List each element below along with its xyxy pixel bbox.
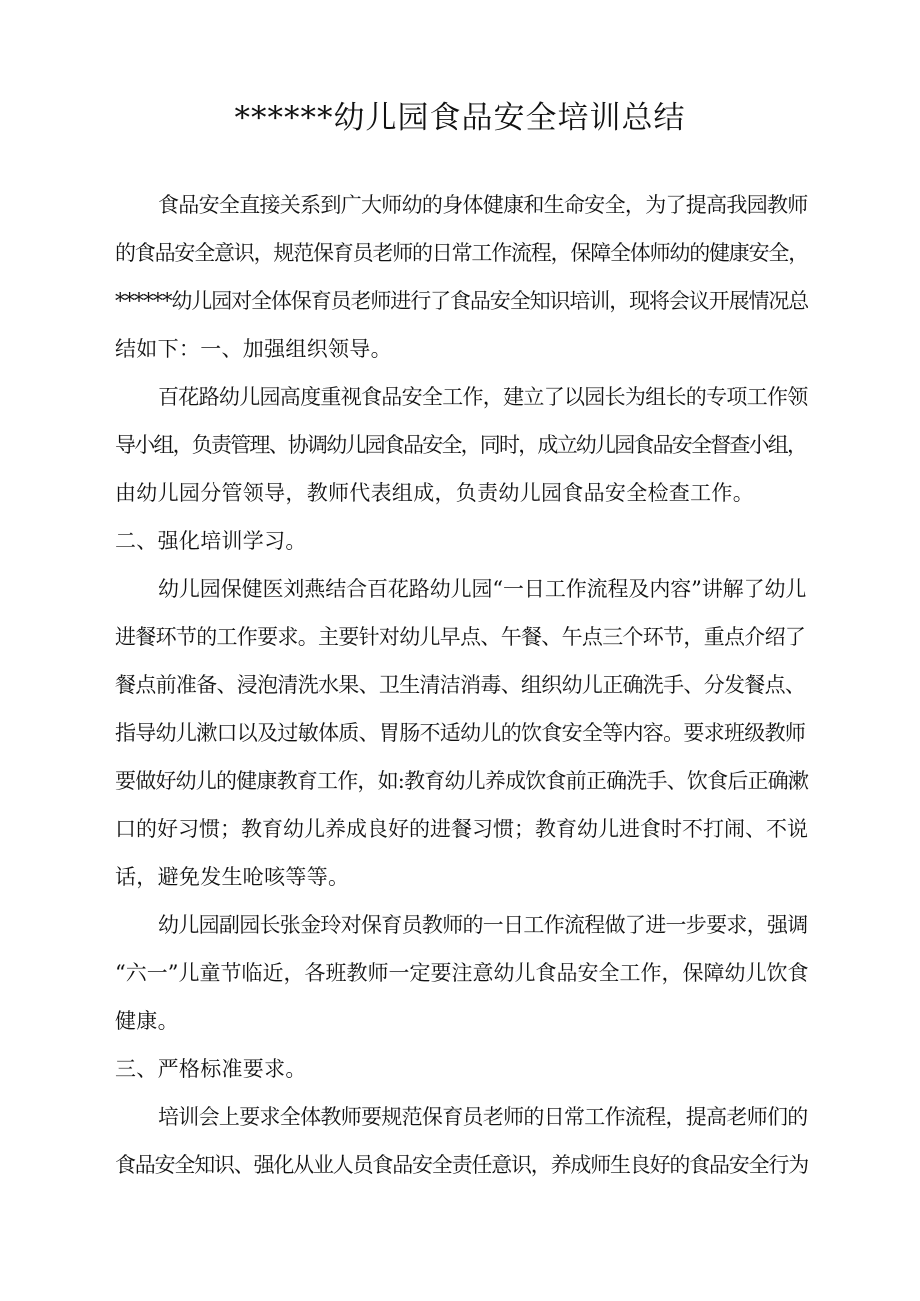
text-line: ******幼儿园对全体保育员老师进行了食品安全知识培训，现将会议开展情况总: [115, 289, 809, 313]
text-line: 由幼儿园分管领导，教师代表组成，负责幼儿园食品安全检查工作。: [115, 481, 754, 505]
text-line: 食品安全直接关系到广大师幼的身体健康和生命安全，为了提高我园教师: [158, 193, 808, 217]
text-line: 健康。: [115, 1009, 179, 1033]
text-line: 口的好习惯；教育幼儿养成良好的进餐习惯；教育幼儿进食时不打闹、不说: [115, 817, 808, 841]
text-line: 的食品安全意识，规范保育员老师的日常工作流程，保障全体师幼的健康安全，: [115, 241, 808, 265]
text-line: 餐点前准备、浸泡清洗水果、卫生清洁消毒、组织幼儿正确洗手、分发餐点、: [115, 673, 806, 697]
text-line: 进餐环节的工作要求。主要针对幼儿早点、午餐、午点三个环节，重点介绍了: [115, 625, 806, 649]
document-title: ******幼儿园食品安全培训总结: [234, 100, 686, 136]
text-line: 百花路幼儿园高度重视食品安全工作，建立了以园长为组长的专项工作领: [158, 385, 808, 409]
text-line: 话，避免发生呛咳等等。: [115, 865, 350, 889]
text-line: 结如下：一、加强组织领导。: [115, 337, 392, 361]
text-line: 幼儿园保健医刘燕结合百花路幼儿园“一日工作流程及内容”讲解了幼儿: [158, 577, 807, 601]
section-heading: 二、强化培训学习。: [115, 529, 307, 553]
text-line: “六一”儿童节临近，各班教师一定要注意幼儿食品安全工作，保障幼儿饮食: [115, 961, 809, 985]
text-line: 要做好幼儿的健康教育工作，如:教育幼儿养成饮食前正确洗手、饮食后正确漱: [115, 769, 809, 793]
text-line: 食品安全知识、强化从业人员食品安全责任意识，养成师生良好的食品安全行为: [115, 1153, 808, 1177]
text-line: 指导幼儿漱口以及过敏体质、胃肠不适幼儿的饮食安全等内容。要求班级教师: [115, 721, 806, 745]
text-line: 培训会上要求全体教师要规范保育员老师的日常工作流程，提高老师们的: [158, 1105, 808, 1129]
text-line: 导小组，负责管理、协调幼儿园食品安全，同时，成立幼儿园食品安全督查小组，: [115, 433, 807, 457]
text-line: 幼儿园副园长张金玲对保育员教师的一日工作流程做了进一步要求，强调: [158, 913, 808, 937]
section-heading: 三、严格标准要求。: [115, 1057, 307, 1081]
